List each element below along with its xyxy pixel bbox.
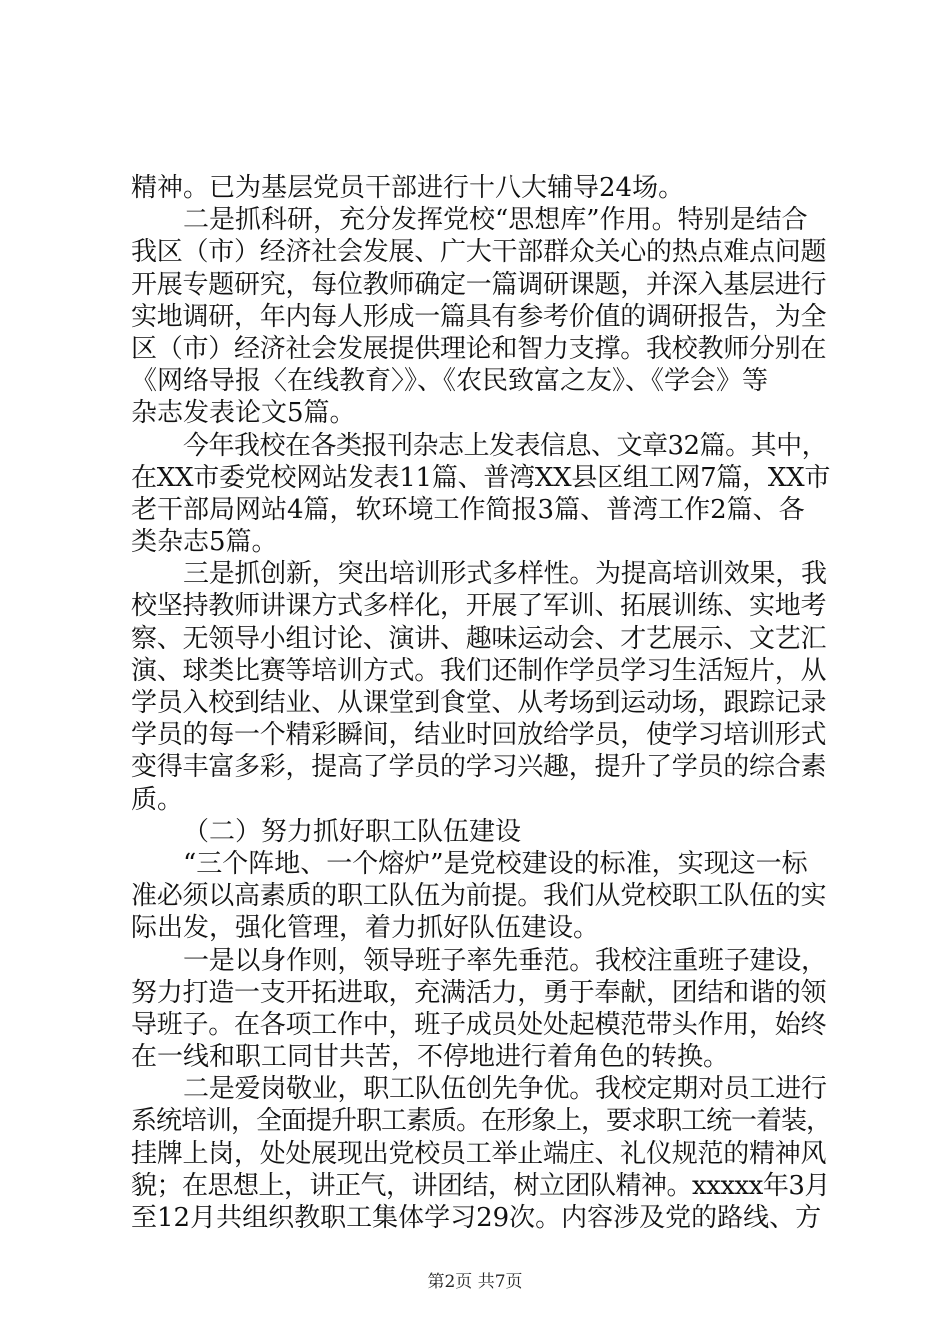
text-line: 精神。已为基层党员干部进行十八大辅导24场。 bbox=[131, 173, 685, 203]
text-line: 准必须以高素质的职工队伍为前提。我们从党校职工队伍的实 bbox=[131, 881, 827, 912]
text-line: 至12月共组织教职工集体学习29次。内容涉及党的路线、方 bbox=[131, 1203, 822, 1233]
text-line: 实地调研，年内每人形成一篇具有参考价值的调研报告，为全 bbox=[131, 301, 827, 332]
text-line: 演、球类比赛等培训方式。我们还制作学员学习生活短片，从 bbox=[131, 655, 827, 686]
text-line: 我区（市）经济社会发展、广大干部群众关心的热点难点问题 bbox=[131, 237, 827, 268]
text-line: 今年我校在各类报刊杂志上发表信息、文章32篇。其中， bbox=[183, 430, 828, 461]
text-line: 三是抓创新，突出培训形式多样性。为提高培训效果，我 bbox=[183, 559, 827, 590]
text-line: 努力打造一支开拓进取，充满活力，勇于奉献，团结和谐的领 bbox=[131, 977, 827, 1008]
text-line: 开展专题研究，每位教师确定一篇调研课题，并深入基层进行 bbox=[131, 269, 827, 300]
text-line: 《网络导报〈在线教育〉》、《农民致富之友》、《学会》等 bbox=[131, 366, 769, 397]
text-line: “三个阵地、一个熔炉”是党校建设的标准，实现这一标 bbox=[183, 848, 808, 879]
text-line: 貌；在思想上，讲正气，讲团结，树立团队精神。xxxxx年3月 bbox=[131, 1170, 830, 1201]
text-line: 校坚持教师讲课方式多样化，开展了军训、拓展训练、实地考 bbox=[131, 591, 827, 622]
text-line: 类杂志5篇。 bbox=[131, 527, 278, 558]
text-line: 察、无领导小组讨论、演讲、趣味运动会、才艺展示、文艺汇 bbox=[131, 623, 827, 654]
text-line: 系统培训，全面提升职工素质。在形象上，要求职工统一着装， bbox=[131, 1106, 832, 1137]
text-line: 二是爱岗敬业，职工队伍创先争优。我校定期对员工进行 bbox=[183, 1074, 827, 1105]
text-line: 在一线和职工同甘共苦，不停地进行着角色的转换。 bbox=[131, 1042, 730, 1073]
text-line: 挂牌上岗，处处展现出党校员工举止端庄、礼仪规范的精神风 bbox=[131, 1138, 827, 1169]
document-body bbox=[131, 172, 831, 1234]
text-line: 变得丰富多彩，提高了学员的学习兴趣，提升了学员的综合素 bbox=[131, 752, 827, 783]
text-line: 学员入校到结业、从课堂到食堂、从考场到运动场，跟踪记录 bbox=[131, 688, 827, 718]
text-line: 一是以身作则，领导班子率先垂范。我校注重班子建设， bbox=[183, 945, 827, 976]
text-line: 老干部局网站4篇，软环境工作简报3篇、普湾工作2篇、各 bbox=[131, 494, 805, 525]
section-heading: （二）努力抓好职工队伍建设 bbox=[183, 816, 522, 847]
text-line: 杂志发表论文5篇。 bbox=[131, 398, 356, 429]
text-line: 区（市）经济社会发展提供理论和智力支撑。我校教师分别在 bbox=[131, 333, 827, 364]
text-line: 二是抓科研，充分发挥党校“思想库”作用。特别是结合 bbox=[183, 205, 808, 236]
text-line: 际出发，强化管理，着力抓好队伍建设。 bbox=[131, 913, 600, 944]
text-line: 学员的每一个精彩瞬间，结业时回放给学员，使学习培训形式 bbox=[131, 720, 827, 751]
text-line: 质。 bbox=[131, 784, 184, 815]
text-line: 在XX市委党校网站发表11篇、普湾XX县区组工网7篇，XX市 bbox=[131, 462, 831, 493]
text-line: 导班子。在各项工作中，班子成员处处起模范带头作用，始终 bbox=[131, 1009, 827, 1040]
page-number: 第2页 共7页 bbox=[427, 1272, 523, 1292]
